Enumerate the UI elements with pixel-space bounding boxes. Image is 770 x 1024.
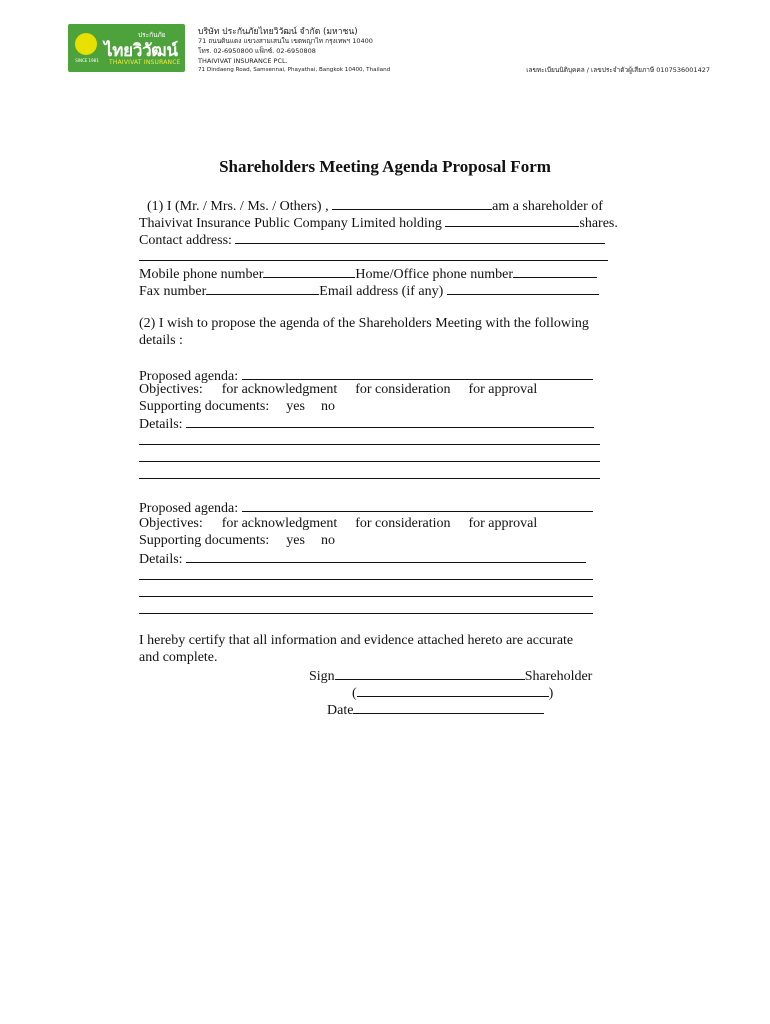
tax-id: เลขทะเบียนนิติบุคคล / เลขประจำตัวผู้เสียภาษี 0107536001427 <box>526 66 710 74</box>
date-label: Date <box>327 703 354 718</box>
name-prefix-label: (1) I (Mr. / Mrs. / Ms. / Others) , <box>147 199 329 214</box>
objective-acknowledgment-option[interactable]: for acknowledgment <box>221 516 338 531</box>
logo-thai-name: ไทยวิวัฒน์ <box>104 41 178 61</box>
paren-close: ) <box>548 686 554 701</box>
supporting-yes-option[interactable]: yes <box>286 399 305 414</box>
details-field-2[interactable] <box>139 566 593 580</box>
date-field[interactable] <box>353 700 544 714</box>
objective-approval-option[interactable]: for approval <box>468 516 538 531</box>
supporting-no-option[interactable]: no <box>320 533 335 548</box>
shares-count-field[interactable] <box>445 213 579 227</box>
section-2-intro: (2) I wish to propose the agenda of the Shareholders Meeting with the following <box>139 316 589 331</box>
mobile-phone-field[interactable] <box>263 264 355 278</box>
logo-since: SINCE 1981 <box>75 58 99 63</box>
details-label: Details: <box>139 417 183 432</box>
proposed-agenda-label: Proposed agenda: <box>139 369 239 384</box>
proposed-agenda-field[interactable] <box>242 366 593 380</box>
date-line <box>327 700 544 719</box>
contact-address-label: Contact address: <box>139 233 232 248</box>
details-field-4[interactable] <box>139 600 593 614</box>
shareholder-of-label: am a shareholder of <box>492 199 603 214</box>
details-label: Details: <box>139 552 183 567</box>
logo-thai-small: ประกันภัย <box>138 31 166 39</box>
supporting-documents-line <box>139 398 335 415</box>
details-field-3[interactable] <box>139 448 600 462</box>
supporting-yes-option[interactable]: yes <box>286 533 305 548</box>
email-label: Email address (if any) <box>319 284 444 299</box>
details-line-4 <box>139 465 600 484</box>
proposed-agenda-label: Proposed agenda: <box>139 501 239 516</box>
details-field-4[interactable] <box>139 465 600 479</box>
objectives-line <box>139 381 537 398</box>
shares-label: shares. <box>579 216 618 231</box>
details-field-2[interactable] <box>139 431 600 445</box>
company-address-thai: 71 ถนนดินแดง แขวงสามเสนใน เขตพญาไท กรุงเทพฯ 10400 <box>198 37 373 45</box>
company-holding-label: Thaivivat Insurance Public Company Limited holding <box>139 216 442 231</box>
certification-statement: I hereby certify that all information and evidence attached hereto are accurate <box>139 633 574 648</box>
company-name-english: THAIVIVAT INSURANCE PCL. <box>198 57 288 65</box>
printed-name-field[interactable] <box>357 683 549 697</box>
company-address-english: 71 Dindaeng Road, Samsennai, Phayathai, Bangkok 10400, Thailand <box>198 67 391 73</box>
paren-open: ( <box>352 686 357 701</box>
form-title: Shareholders Meeting Agenda Proposal Form <box>219 157 551 176</box>
supporting-documents-label: Supporting documents: <box>139 533 270 548</box>
proposed-agenda-field[interactable] <box>242 498 593 512</box>
signature-field[interactable] <box>335 666 525 680</box>
details-field[interactable] <box>186 414 594 428</box>
details-field[interactable] <box>186 549 586 563</box>
certification-statement-2: and complete. <box>139 650 218 665</box>
objective-approval-option[interactable]: for approval <box>468 382 538 397</box>
objective-consideration-option[interactable]: for consideration <box>355 516 451 531</box>
shareholder-label: Shareholder <box>524 669 593 684</box>
contact-address-field-2[interactable] <box>139 247 608 261</box>
section-2-intro-2: details : <box>139 333 183 348</box>
supporting-documents-line <box>139 532 335 549</box>
objective-consideration-option[interactable]: for consideration <box>355 382 451 397</box>
objectives-label: Objectives: <box>139 516 203 531</box>
objectives-label: Objectives: <box>139 382 203 397</box>
contact-address-field[interactable] <box>235 230 605 244</box>
mobile-phone-label: Mobile phone number <box>139 267 264 282</box>
company-logo <box>68 24 185 72</box>
supporting-documents-label: Supporting documents: <box>139 399 270 414</box>
email-field[interactable] <box>447 281 599 295</box>
details-line-4 <box>139 600 593 619</box>
sign-label: Sign <box>309 669 335 684</box>
company-name-thai: บริษัท ประกันภัยไทยวิวัฒน์ จำกัด (มหาชน) <box>198 27 358 37</box>
details-field-3[interactable] <box>139 583 593 597</box>
objective-acknowledgment-option[interactable]: for acknowledgment <box>221 382 338 397</box>
shareholder-name-field[interactable] <box>332 196 492 210</box>
fax-email-line <box>139 281 599 300</box>
sun-icon <box>75 33 97 55</box>
home-phone-label: Home/Office phone number <box>355 267 514 282</box>
objectives-line <box>139 515 537 532</box>
fax-label: Fax number <box>139 284 207 299</box>
logo-english-name: THAIVIVAT INSURANCE <box>109 59 181 66</box>
home-phone-field[interactable] <box>513 264 597 278</box>
company-phone-thai: โทร. 02-6950800 แฟ็กซ์. 02-6950808 <box>198 47 316 55</box>
fax-field[interactable] <box>206 281 319 295</box>
supporting-no-option[interactable]: no <box>320 399 335 414</box>
